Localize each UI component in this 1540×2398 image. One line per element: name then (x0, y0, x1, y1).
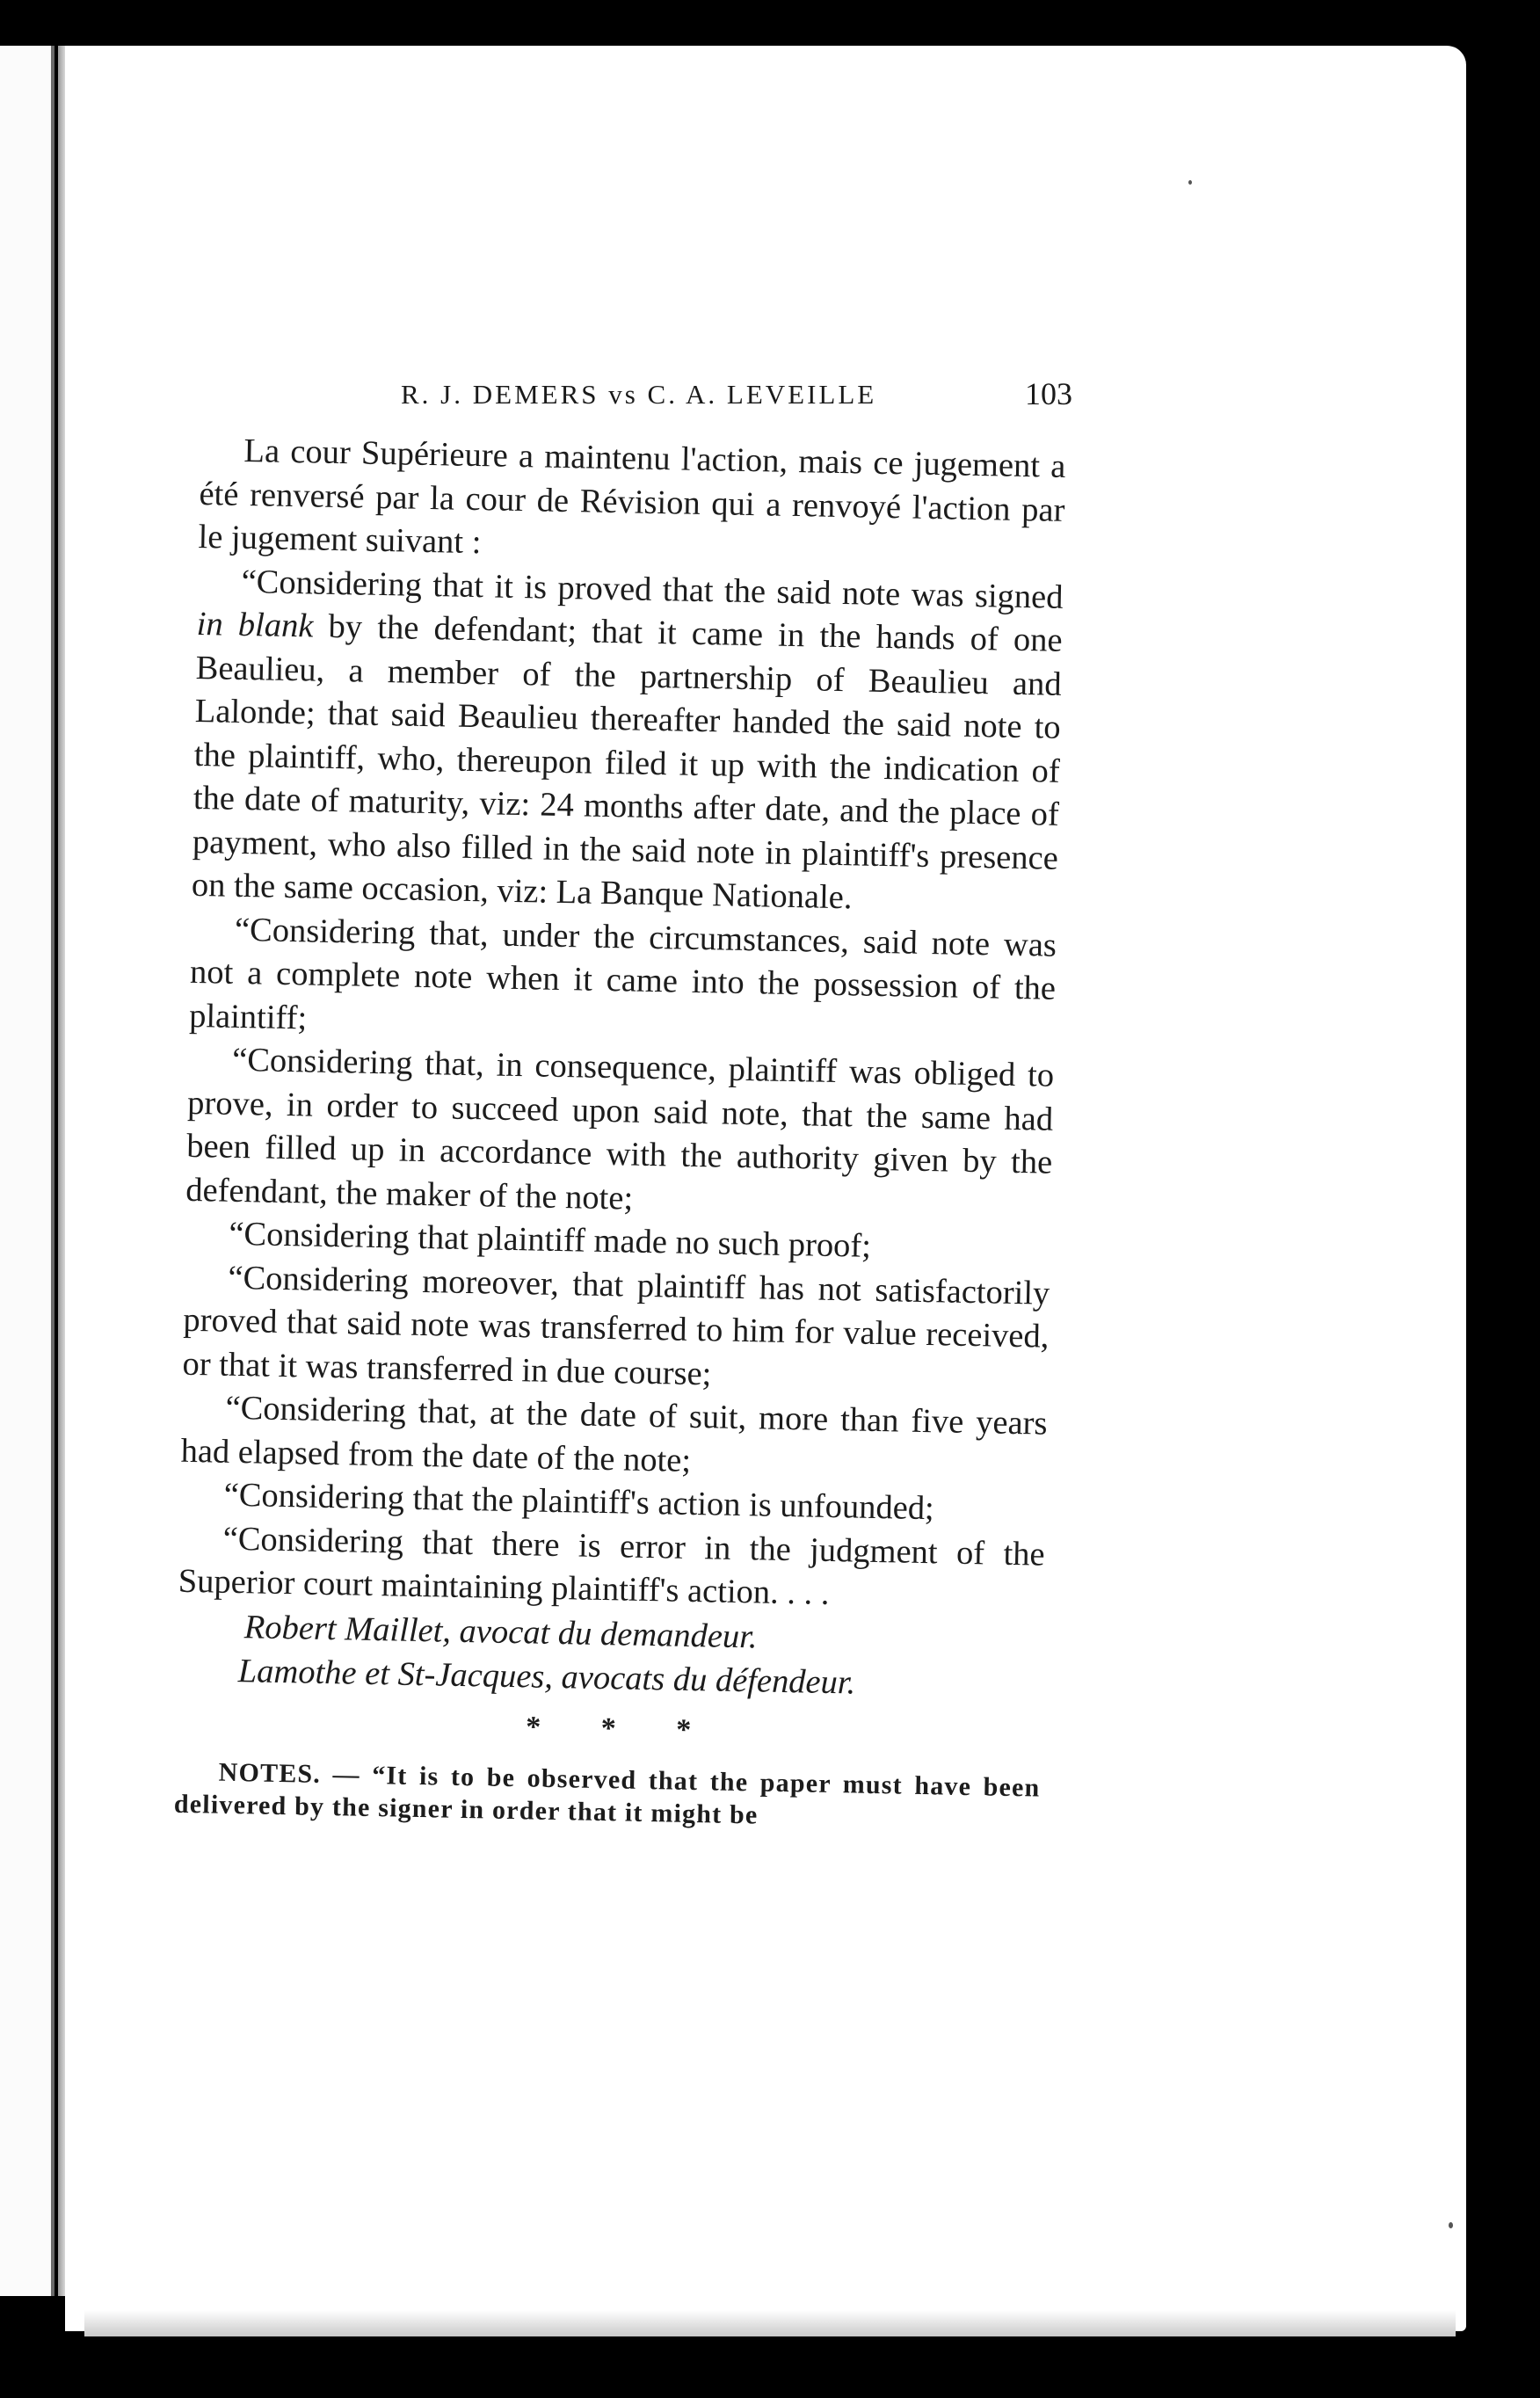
scan-speck (1449, 2222, 1453, 2228)
page-header (334, 375, 1072, 419)
adjacent-page-edge (0, 46, 54, 2296)
section-separator: * * * (525, 1710, 718, 1748)
paragraph-considering-4: “Considering that plaintiff made no such proof; (229, 1215, 872, 1265)
paragraph-considering-2: “Considering that, under the circumstances, said note was not a complete note when it came into the possession of the plaintiff; (188, 911, 1057, 1036)
italic-in-blank: in blank (196, 605, 314, 645)
book-gutter (58, 46, 65, 2296)
notes-paragraph: NOTES. — “It is to be observed that the paper must have been delivered by the signer in order that it might be (173, 1757, 1041, 1829)
paragraph-considering-1-start: “Considering that it is proved that the said note was signed (241, 563, 1064, 616)
counsel-defendant: Lamothe et St-Jacques, avocats du défendeur. (237, 1652, 856, 1702)
page-bottom-edge (84, 2310, 1456, 2336)
paragraph-considering-7: “Considering that the plaintiff's action is unfounded; (223, 1476, 935, 1528)
paragraph-considering-1-end: by the defendant; that it came in the hands of one Beaulieu, a member of the partnership of Beaulieu and Lalonde; that said Beaulieu thereafter handed the said note to the plaintiff, who, thereupon filed it up with the indication of the date of maturity, viz: 24 months after date, and the place of payment, who also filled in the said note in plaintiff's presence on the same occasion, viz: La Banque Nationale. (191, 607, 1063, 917)
paragraph-considering-3: “Considering that, in consequence, plaintiff was obliged to prove, in order to succeed upon said note, that the same had been filled up in accordance with the authority given by the defendant, the maker of the note; (185, 1041, 1055, 1217)
paragraph-considering-6: “Considering that, at the date of suit, more than five years had elapsed from the date of the note; (180, 1389, 1048, 1479)
paragraph-considering-5: “Considering moreover, that plaintiff has not satisfactorily proved that said note was transferred to him for value received, or that it was transferred in due course; (182, 1259, 1050, 1392)
scan-speck (1188, 180, 1192, 185)
paragraph-considering-1 (192, 559, 1064, 924)
paragraph-intro: La cour Supérieure a maintenu l'action, mais ce jugement a été renversé par la cour de Révision qui a renvoyé l'action par le jugement suivant : (198, 432, 1066, 562)
page-body (174, 429, 1066, 1836)
paragraph-considering-8: “Considering that there is error in the judgment of the Superior court maintaining plaintiff's action. . . . (178, 1520, 1046, 1612)
counsel-plaintiff: Robert Maillet, avocat du demandeur. (243, 1608, 758, 1655)
running-head: R. J. DEMERS vs C. A. LEVEILLE (401, 379, 877, 410)
page-number: 103 (1025, 376, 1072, 411)
